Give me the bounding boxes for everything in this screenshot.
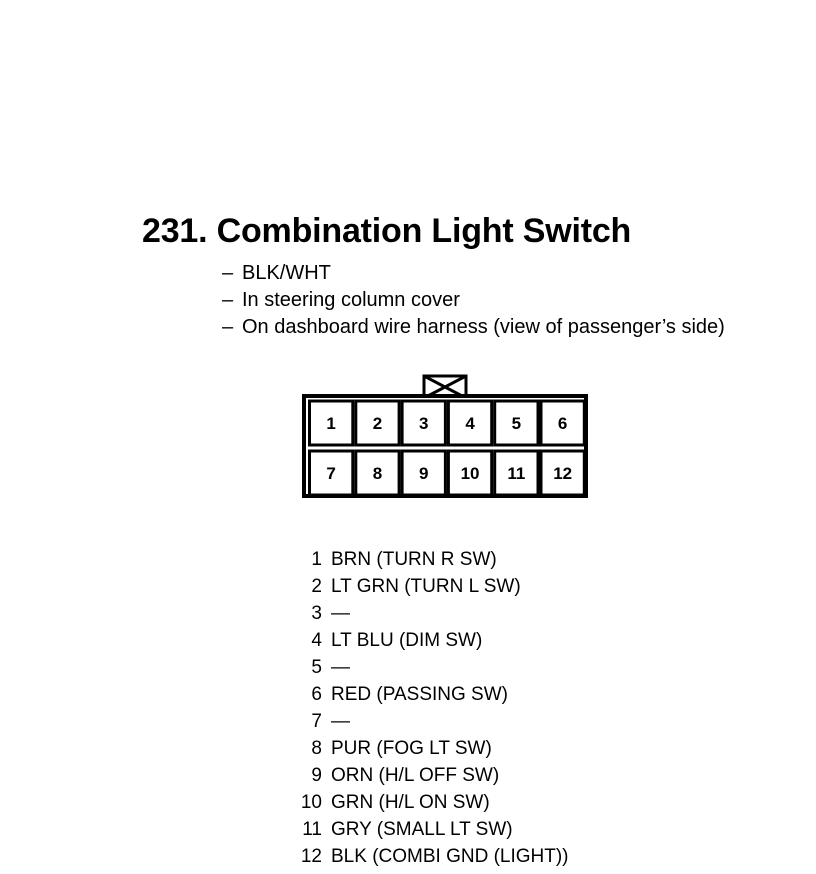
note-item: – In steering column cover: [222, 289, 460, 311]
note-text: In steering column cover: [242, 289, 460, 311]
pin-row-number: 11: [302, 819, 322, 840]
pin-number: 8: [372, 464, 383, 483]
pin-number: 9: [419, 464, 429, 483]
pin-row-description: LT BLU (DIM SW): [331, 630, 483, 651]
pin-row-description: BLK (COMBI GND (LIGHT)): [331, 846, 569, 867]
pin-row: [292, 708, 569, 735]
pin-row-number: 10: [300, 792, 322, 813]
pin-number: 1: [326, 414, 336, 433]
page-title: 231. Combination Light Switch: [142, 212, 632, 250]
note-text: BLK/WHT: [242, 262, 331, 284]
pin-row: [292, 546, 569, 573]
pin-row-description: GRN (H/L ON SW): [331, 792, 490, 813]
pin-row-number: 12: [300, 846, 322, 867]
pin-row: [292, 681, 569, 708]
pin-row: [292, 600, 569, 627]
pin-row-description: —: [331, 711, 350, 732]
pin-number: 3: [419, 414, 429, 433]
pin-assignment-list: [292, 546, 569, 870]
pin-row-number: 5: [311, 657, 322, 678]
pin-row: [292, 789, 569, 816]
pin-row-number: 3: [311, 603, 322, 624]
note-text: On dashboard wire harness (view of passenger’s side): [242, 316, 725, 338]
pin-row-description: RED (PASSING SW): [331, 684, 508, 705]
pin-row-number: 2: [311, 576, 322, 597]
connector-diagram: [302, 372, 592, 502]
pin-row: [292, 816, 569, 843]
pin-row-number: 7: [311, 711, 322, 732]
pin-number: 7: [326, 464, 336, 483]
pin-number: 5: [511, 414, 522, 433]
connector-notes: [222, 260, 725, 341]
pin-row-description: —: [331, 603, 350, 624]
note-item: – On dashboard wire harness (view of passenger’s side): [222, 316, 725, 338]
pin-number: 11: [507, 464, 526, 483]
pin-number: 12: [553, 464, 573, 483]
pin-row-description: BRN (TURN R SW): [331, 549, 497, 570]
pin-row: [292, 573, 569, 600]
pin-row-number: 9: [311, 765, 322, 786]
pin-row: [292, 762, 569, 789]
pin-row-description: ORN (H/L OFF SW): [331, 765, 500, 786]
pin-row-description: GRY (SMALL LT SW): [331, 819, 513, 840]
pin-row: [292, 654, 569, 681]
note-item: – BLK/WHT: [222, 262, 331, 284]
pin-row-number: 1: [311, 549, 322, 570]
pin-row: [292, 735, 569, 762]
pin-row-description: —: [331, 657, 350, 678]
pin-row-number: 4: [311, 630, 322, 651]
pin-number: 6: [557, 414, 568, 433]
pin-number: 4: [465, 414, 475, 433]
pin-row-description: LT GRN (TURN L SW): [331, 576, 521, 597]
pin-number: 10: [460, 464, 480, 483]
pin-row: [292, 627, 569, 654]
pin-row-number: 6: [311, 684, 322, 705]
pin-row-description: PUR (FOG LT SW): [331, 738, 492, 759]
pin-number: 2: [372, 414, 383, 433]
pin-row-number: 8: [311, 738, 322, 759]
pin-row: [292, 843, 569, 870]
